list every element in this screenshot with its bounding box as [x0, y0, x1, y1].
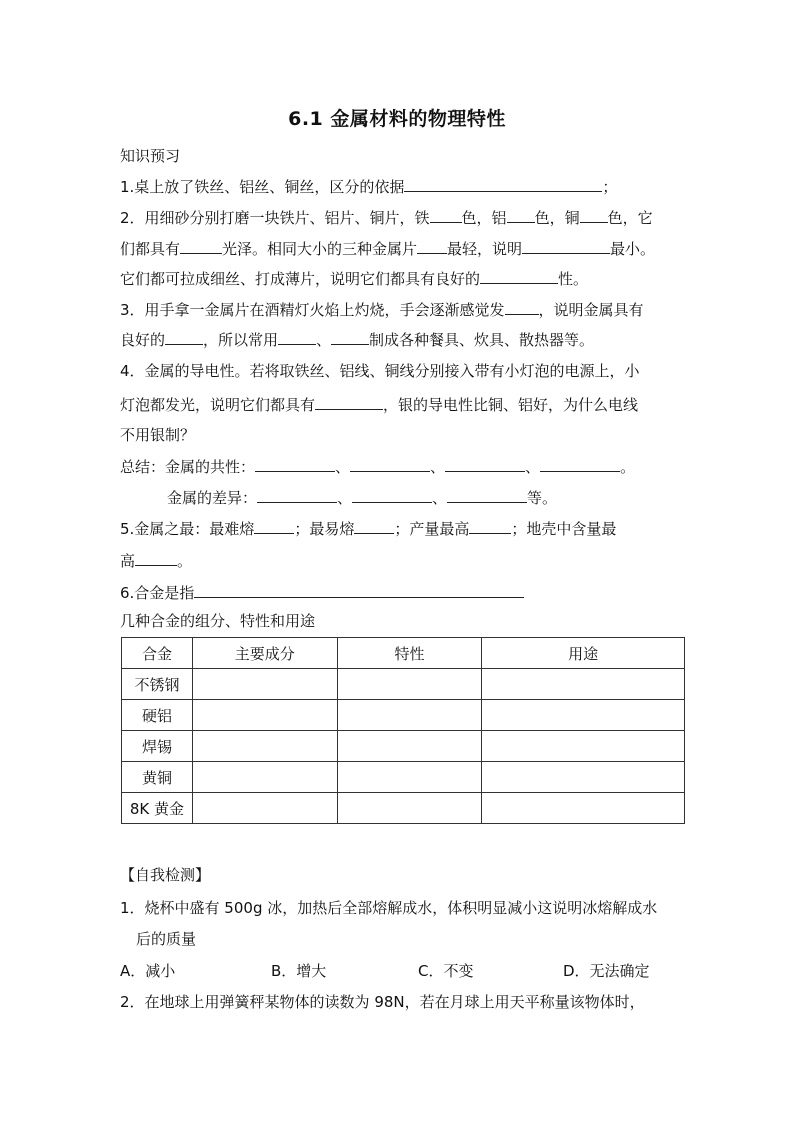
blank[interactable]	[580, 207, 608, 223]
question-5-line-2: 高 。	[120, 552, 193, 570]
blank[interactable]	[180, 238, 222, 254]
section-heading-self-check: 【自我检测】	[120, 866, 211, 884]
blank[interactable]	[350, 456, 430, 472]
blank[interactable]	[505, 299, 539, 315]
question-2-line-2: 们都具有 光泽。相同大小的三种金属片 最轻，说明 最小。	[120, 240, 656, 258]
question-5-line-1: 5.金属之最：最难熔 ；最易熔 ；产量最高 ；地壳中含量最	[120, 520, 617, 538]
table-cell[interactable]	[482, 762, 685, 793]
table-cell[interactable]	[337, 793, 482, 824]
table-row	[122, 731, 685, 762]
question-4-line-3: 不用银制？	[120, 426, 196, 444]
blank[interactable]	[254, 518, 294, 534]
option-d[interactable]: D．无法确定	[563, 962, 650, 980]
option-c[interactable]: C．不变	[418, 962, 474, 980]
blank[interactable]	[194, 582, 524, 598]
blank[interactable]	[278, 329, 316, 345]
blank[interactable]	[417, 238, 447, 254]
table-row	[122, 762, 685, 793]
table-cell[interactable]	[192, 762, 337, 793]
option-b[interactable]: B．增大	[271, 962, 327, 980]
alloy-name: 8K 黄金	[122, 793, 193, 824]
question-3-line-1: 3．用手拿一金属片在酒精灯火焰上灼烧，手会逐渐感觉发 ，说明金属具有	[120, 301, 644, 319]
option-a[interactable]: A．减小	[120, 962, 176, 980]
table-cell[interactable]	[192, 700, 337, 731]
table-cell[interactable]	[482, 669, 685, 700]
blank[interactable]	[255, 456, 335, 472]
blank[interactable]	[540, 456, 620, 472]
blank[interactable]	[257, 487, 337, 503]
question-2-line-3: 它们都可拉成细丝、打成薄片，说明它们都具有良好的 性。	[120, 270, 589, 288]
blank[interactable]	[135, 550, 177, 566]
question-1: 1.桌上放了铁丝、铝丝、铜丝，区分的依据 ；	[120, 178, 618, 196]
blank[interactable]	[480, 268, 558, 284]
blank[interactable]	[522, 238, 610, 254]
table-row	[122, 700, 685, 731]
table-cell[interactable]	[337, 700, 482, 731]
column-header: 主要成分	[192, 638, 337, 669]
summary-differences: 金属的差异： 、 、 等。	[167, 489, 558, 507]
question-6: 6.合金是指	[120, 582, 524, 603]
column-header: 特性	[337, 638, 482, 669]
table-cell[interactable]	[482, 731, 685, 762]
table-cell[interactable]	[337, 731, 482, 762]
column-header: 用途	[482, 638, 685, 669]
blank[interactable]	[447, 487, 527, 503]
page-title: 6.1 金属材料的物理特性	[288, 108, 506, 130]
table-cell[interactable]	[192, 669, 337, 700]
alloy-name: 硬铝	[122, 700, 193, 731]
alloy-table	[121, 637, 685, 824]
alloy-name: 焊锡	[122, 731, 193, 762]
blank[interactable]	[507, 207, 535, 223]
table-cell[interactable]	[482, 793, 685, 824]
blank[interactable]	[354, 518, 394, 534]
table-cell[interactable]	[482, 700, 685, 731]
blank[interactable]	[331, 329, 369, 345]
alloy-name: 黄铜	[122, 762, 193, 793]
blank[interactable]	[404, 176, 602, 192]
self-check-question-1-line-2: 后的质量	[136, 930, 197, 948]
table-cell[interactable]	[337, 669, 482, 700]
table-cell[interactable]	[192, 731, 337, 762]
summary-common-properties: 总结：金属的共性： 、 、 、 。	[120, 458, 636, 476]
table-cell[interactable]	[192, 793, 337, 824]
blank[interactable]	[445, 456, 525, 472]
question-4-line-1: 4．金属的导电性。若将取铁丝、铝线、铜线分别接入带有小灯泡的电源上，小	[120, 362, 640, 380]
alloy-name: 不锈钢	[122, 669, 193, 700]
self-check-question-2-line-1: 2．在地球上用弹簧秤某物体的读数为 98N，若在月球上用天平称量该物体时，	[120, 993, 645, 1011]
question-2-line-1: 2．用细砂分别打磨一块铁片、铝片、铜片，铁 色，铝 色，铜 色，它	[120, 209, 653, 227]
self-check-question-1-line-1: 1．烧杯中盛有 500g 冰，加热后全部熔解成水，体积明显减小这说明冰熔解成水	[120, 899, 658, 917]
table-row	[122, 793, 685, 824]
blank[interactable]	[469, 518, 511, 534]
table-title: 几种合金的组分、特性和用途	[120, 612, 316, 630]
section-heading-preview: 知识预习	[120, 147, 181, 165]
blank[interactable]	[352, 487, 432, 503]
column-header: 合金	[122, 638, 193, 669]
question-4-line-2: 灯泡都发光，说明它们都具有 ，银的导电性比铜、铝好，为什么电线	[120, 396, 639, 414]
blank[interactable]	[430, 207, 462, 223]
table-header-row	[122, 638, 685, 669]
question-3-line-2: 良好的 ，所以常用 、 制成各种餐具、炊具、散热器等。	[120, 331, 595, 349]
table-row	[122, 669, 685, 700]
blank[interactable]	[165, 329, 203, 345]
table-cell[interactable]	[337, 762, 482, 793]
blank[interactable]	[315, 394, 383, 410]
